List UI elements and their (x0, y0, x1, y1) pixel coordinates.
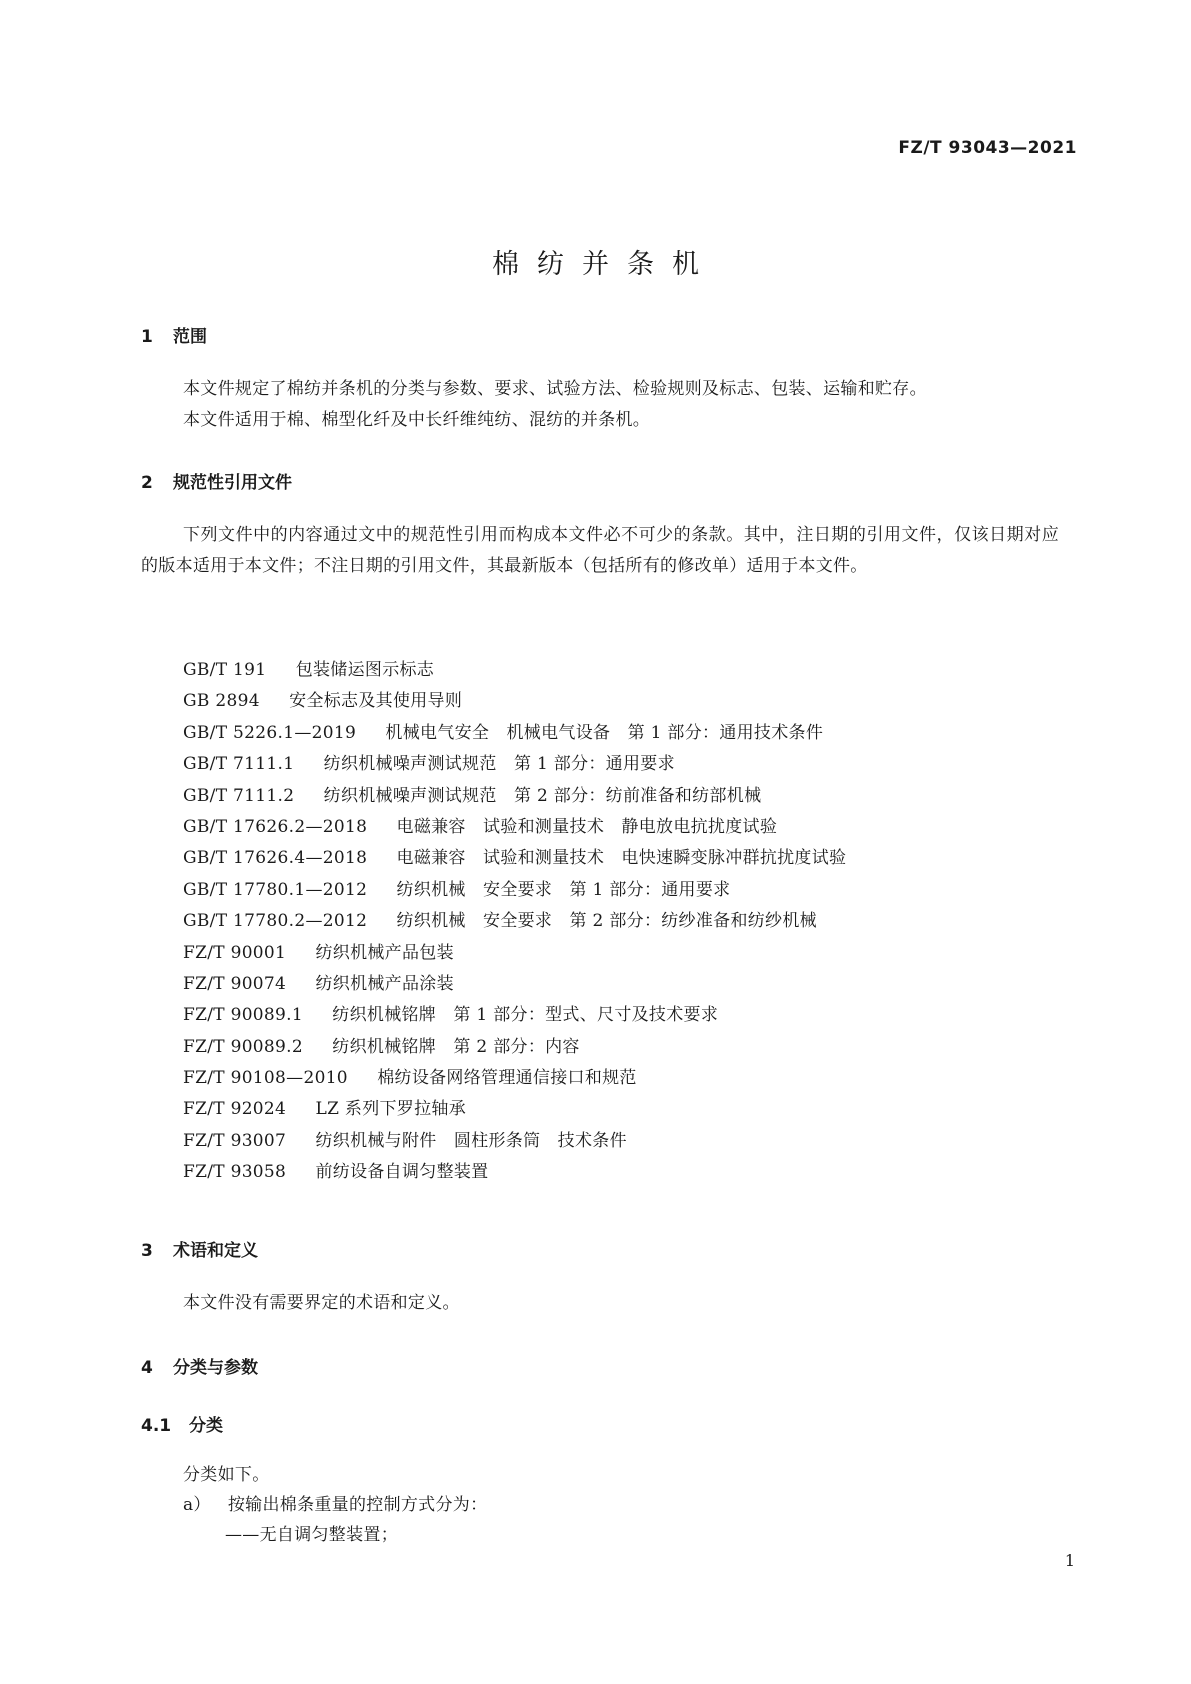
reference-name: 纺织机械铭牌 第 1 部分：型式、尺寸及技术要求 (332, 1005, 719, 1026)
reference-item (183, 1000, 846, 1031)
reference-item (183, 969, 846, 1000)
reference-item (183, 655, 846, 686)
section-number: 2 (141, 473, 153, 493)
section-1-paragraph-1: 本文件规定了棉纺并条机的分类与参数、要求、试验方法、检验规则及标志、包装、运输和贮存。 (183, 379, 927, 399)
reference-name: 机械电气安全 机械电气设备 第 1 部分：通用技术条件 (385, 722, 824, 743)
list-item-a (183, 1490, 487, 1515)
list-item-a-dash-1: ——无自调匀整装置； (225, 1525, 398, 1545)
reference-code: GB/T 5226.1—2019 (183, 722, 357, 743)
document-title: 棉纺并条机 (492, 249, 717, 280)
section-number: 3 (141, 1241, 153, 1261)
reference-code: GB/T 17626.2—2018 (183, 816, 368, 837)
reference-name: 纺织机械 安全要求 第 2 部分：纺纱准备和纺纱机械 (396, 911, 817, 932)
reference-name: LZ 系列下罗拉轴承 (315, 1099, 466, 1120)
section-title: 术语和定义 (173, 1241, 258, 1261)
reference-name: 纺织机械产品涂装 (315, 973, 454, 994)
reference-code: FZ/T 90089.1 (183, 1005, 303, 1026)
reference-name: 棉纺设备网络管理通信接口和规范 (377, 1068, 637, 1089)
section-3-paragraph: 本文件没有需要界定的术语和定义。 (183, 1293, 460, 1313)
reference-name: 纺织机械 安全要求 第 1 部分：通用要求 (396, 879, 731, 900)
reference-name: 纺织机械噪声测试规范 第 1 部分：通用要求 (323, 754, 675, 775)
reference-item (183, 781, 846, 812)
section-1-paragraph-2: 本文件适用于棉、棉型化纤及中长纤维纯纺、混纺的并条机。 (183, 410, 651, 430)
reference-item (183, 1063, 846, 1094)
reference-item (183, 843, 846, 874)
standard-number: FZ/T 93043—2021 (898, 138, 1077, 158)
reference-list (183, 655, 846, 1189)
reference-code: GB/T 17780.1—2012 (183, 879, 368, 900)
reference-name: 纺织机械与附件 圆柱形条筒 技术条件 (315, 1130, 627, 1151)
reference-name: 纺织机械铭牌 第 2 部分：内容 (332, 1036, 580, 1057)
section-4-1-intro: 分类如下。 (183, 1465, 270, 1485)
section-number: 4 (141, 1358, 153, 1378)
reference-item (183, 718, 846, 749)
section-title: 规范性引用文件 (173, 473, 292, 493)
page-number: 1 (1064, 1551, 1075, 1570)
reference-item (183, 1032, 846, 1063)
reference-item (183, 875, 846, 906)
reference-code: GB/T 7111.2 (183, 785, 295, 806)
list-item-label: a） (183, 1495, 211, 1515)
reference-code: GB/T 191 (183, 660, 267, 680)
reference-item (183, 1126, 846, 1157)
reference-code: FZ/T 93058 (183, 1162, 287, 1183)
reference-code: FZ/T 90074 (183, 973, 287, 994)
section-number: 4.1 (141, 1416, 172, 1436)
section-4-1-heading (141, 1411, 223, 1436)
reference-code: FZ/T 90108—2010 (183, 1068, 348, 1089)
reference-code: FZ/T 92024 (183, 1099, 287, 1120)
section-title: 范围 (173, 327, 207, 347)
reference-code: GB/T 7111.1 (183, 754, 295, 775)
reference-item (183, 938, 846, 969)
list-item-text: 按输出棉条重量的控制方式分为： (227, 1495, 488, 1515)
reference-name: 纺织机械噪声测试规范 第 2 部分：纺前准备和纺部机械 (323, 785, 762, 806)
reference-code: GB/T 17626.4—2018 (183, 848, 368, 869)
reference-item (183, 812, 846, 843)
reference-item (183, 1157, 846, 1188)
reference-code: GB 2894 (183, 691, 260, 712)
reference-name: 纺织机械产品包装 (315, 942, 454, 963)
section-3-heading (141, 1236, 258, 1261)
section-title: 分类与参数 (173, 1358, 258, 1378)
reference-code: FZ/T 90001 (183, 942, 287, 963)
reference-name: 安全标志及其使用导则 (289, 691, 463, 712)
reference-item (183, 1094, 846, 1125)
section-2-heading (141, 468, 292, 493)
reference-item (183, 749, 846, 780)
reference-code: FZ/T 93007 (183, 1130, 287, 1151)
section-2-intro: 下列文件中的内容通过文中的规范性引用而构成本文件必不可少的条款。其中，注日期的引用文件，仅该日期对应的版本适用于本文件；不注日期的引用文件，其最新版本（包括所有的修改单）适用于本文件。 (141, 525, 1059, 576)
reference-name: 电磁兼容 试验和测量技术 静电放电抗扰度试验 (396, 816, 778, 837)
section-title: 分类 (189, 1416, 223, 1436)
section-number: 1 (141, 327, 153, 347)
reference-name: 包装储运图示标志 (295, 660, 435, 680)
section-1-heading (141, 322, 207, 347)
reference-code: FZ/T 90089.2 (183, 1036, 303, 1057)
reference-name: 电磁兼容 试验和测量技术 电快速瞬变脉冲群抗扰度试验 (396, 848, 847, 869)
reference-item (183, 906, 846, 937)
section-4-heading (141, 1353, 258, 1378)
reference-name: 前纺设备自调匀整装置 (315, 1162, 489, 1183)
reference-code: GB/T 17780.2—2012 (183, 911, 368, 932)
reference-item (183, 686, 846, 717)
